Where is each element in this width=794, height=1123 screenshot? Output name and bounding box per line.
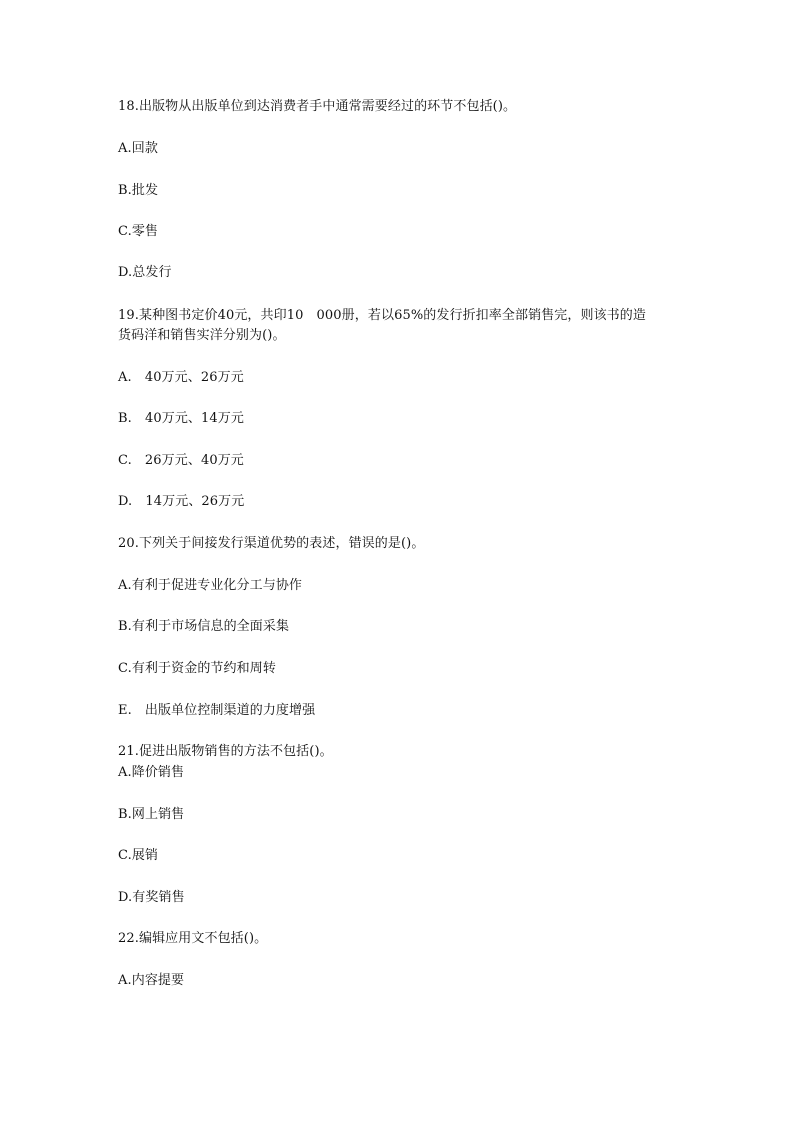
question-21-option-b: B.网上销售 <box>118 807 185 822</box>
question-20-option-c: C.有利于资金的节约和周转 <box>118 661 276 676</box>
question-18-option-b: B.批发 <box>118 183 159 198</box>
question-18-option-a: A.回款 <box>118 141 158 156</box>
question-22-option-a: A.内容提要 <box>118 973 185 988</box>
question-21-option-d: D.有奖销售 <box>118 890 185 905</box>
question-19-option-b: B. 40万元、14万元 <box>118 411 244 426</box>
question-19-stem-line-1: 19.某种图书定价40元，共印10 000册，若以65%的发行折扣率全部销售完，则该书的造 <box>118 308 646 323</box>
question-22-stem: 22.编辑应用文不包括()。 <box>118 931 268 946</box>
question-18-option-d: D.总发行 <box>118 265 172 280</box>
question-20-stem: 20.下列关于间接发行渠道优势的表述，错误的是()。 <box>118 536 425 551</box>
question-19-stem-line-2: 货码洋和销售实洋分别为()。 <box>118 328 286 343</box>
question-20-option-a: A.有利于促进专业化分工与协作 <box>118 578 303 593</box>
question-21-option-c: C.展销 <box>118 848 159 863</box>
question-19-option-d: D. 14万元、26万元 <box>118 494 245 509</box>
question-21-option-a: A.降价销售 <box>118 765 185 780</box>
question-20-option-e: E. 出版单位控制渠道的力度增强 <box>118 703 316 718</box>
question-18-stem: 18.出版物从出版单位到达消费者手中通常需要经过的环节不包括()。 <box>118 99 517 114</box>
question-21-stem: 21.促进出版物销售的方法不包括()。 <box>118 744 333 759</box>
question-18-option-c: C.零售 <box>118 224 159 239</box>
question-19-option-c: C. 26万元、40万元 <box>118 453 244 468</box>
question-20-option-b: B.有利于市场信息的全面采集 <box>118 619 290 634</box>
question-19-option-a: A. 40万元、26万元 <box>118 370 244 385</box>
